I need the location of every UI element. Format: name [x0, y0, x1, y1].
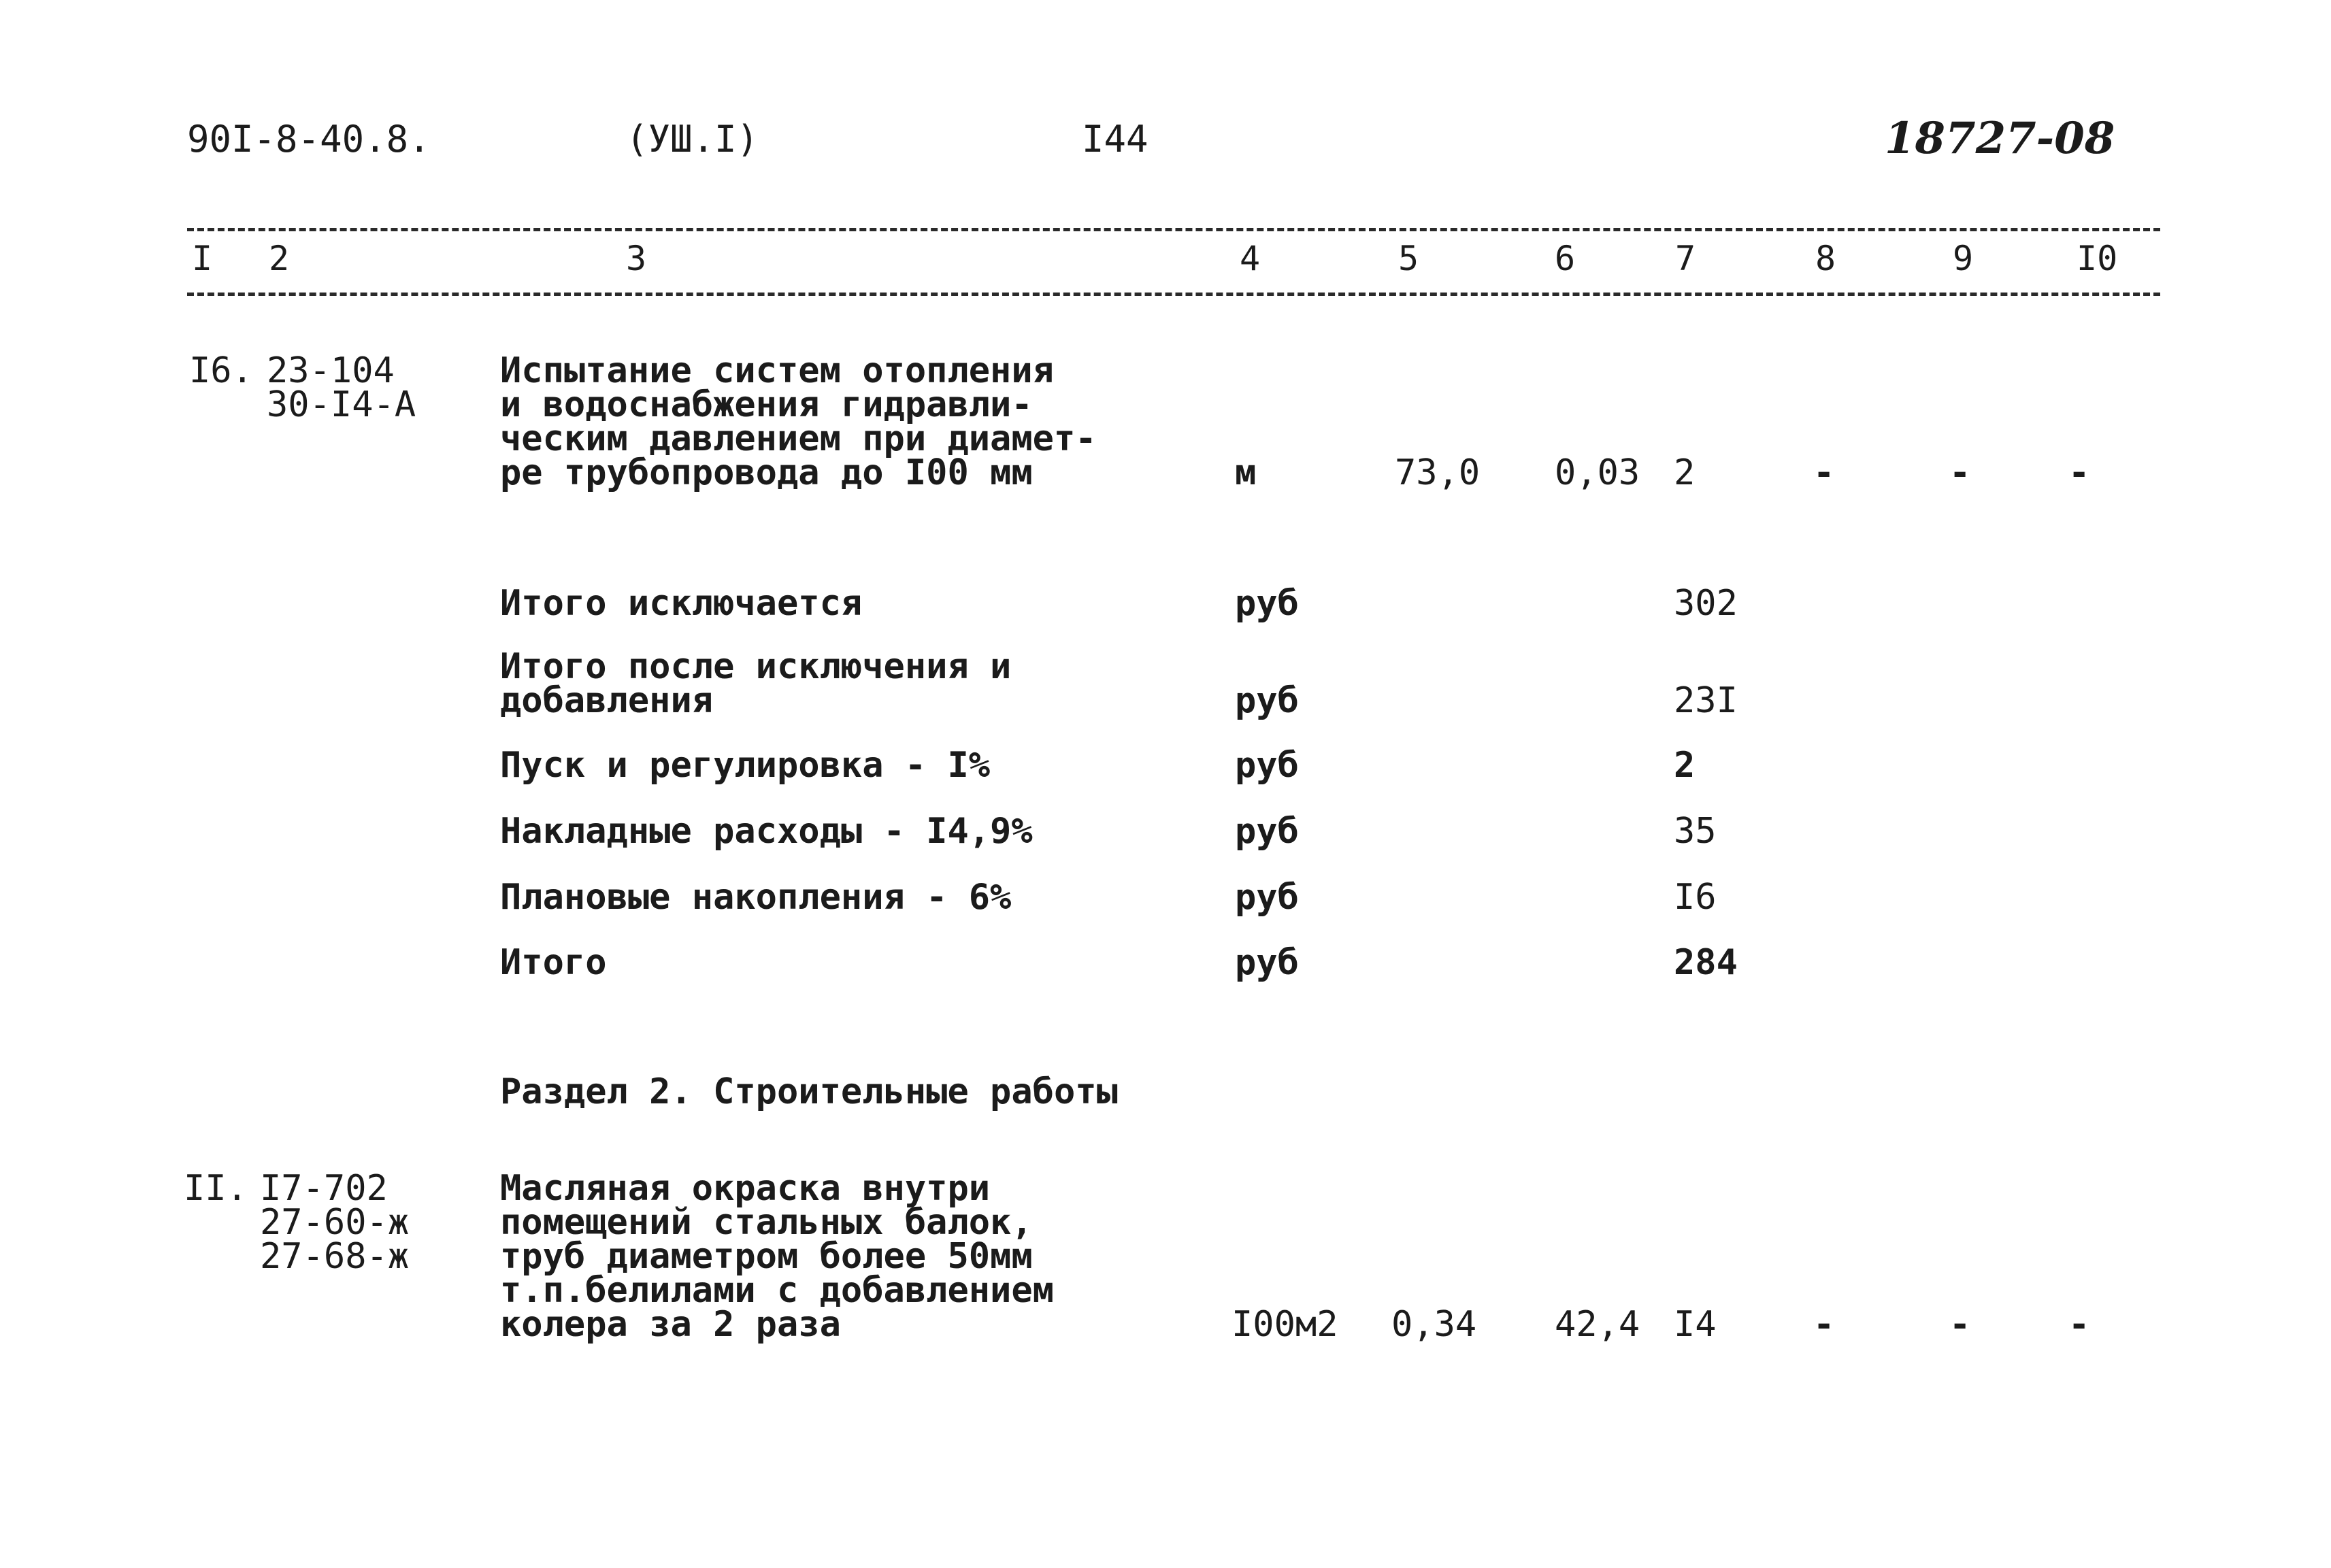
total-label-line: добавления: [500, 680, 714, 721]
col10-cell: -: [2068, 1304, 2090, 1345]
rate-codes: [267, 350, 416, 425]
total-cost-cell: 2: [1674, 452, 1696, 493]
column-header-2: 2: [269, 239, 290, 278]
total-label-after-exclusion: [500, 646, 1012, 721]
quantity-cell: 73,0: [1395, 452, 1481, 493]
total-value: 23I: [1674, 680, 1738, 721]
total-label-planned-savings: Плановые накопления - 6%: [500, 877, 1012, 918]
total-unit: руб: [1235, 942, 1299, 983]
total-value: 2: [1674, 745, 1696, 786]
column-header-5: 5: [1398, 239, 1419, 278]
rate-code: 27-60-ж: [260, 1202, 410, 1243]
description-line: и водоснабжения гидравли-: [500, 384, 1033, 425]
column-header-9: 9: [1953, 239, 1974, 278]
total-unit: руб: [1235, 745, 1299, 786]
description-line: ре трубопровода до I00 мм: [500, 452, 1033, 493]
rate-codes: [260, 1168, 410, 1277]
inventory-number: 18727-08: [1885, 113, 2115, 164]
column-header-6: 6: [1555, 239, 1576, 278]
rate-code: 27-68-ж: [260, 1236, 410, 1277]
column-header-1: I: [192, 239, 213, 278]
total-label-startup: Пуск и регулировка - I%: [500, 745, 991, 786]
total-label-overhead: Накладные расходы - I4,9%: [500, 811, 1033, 852]
column-header-8: 8: [1815, 239, 1836, 278]
total-value: I6: [1674, 877, 1717, 918]
page-number: I44: [1082, 118, 1148, 161]
section-reference: (УШ.I): [626, 118, 759, 161]
header-top-rule: [187, 228, 2160, 231]
item-number: I6.: [189, 350, 253, 391]
description-line: труб диаметром более 50мм: [500, 1236, 1033, 1277]
section-title: Раздел 2. Строительные работы: [500, 1071, 1118, 1112]
total-value: 284: [1674, 942, 1738, 983]
col8-cell: -: [1813, 1304, 1835, 1345]
description-line: Испытание систем отопления: [500, 350, 1054, 391]
total-label-grand: Итого: [500, 942, 607, 983]
col8-cell: -: [1813, 452, 1835, 493]
item-number: II.: [184, 1168, 248, 1209]
document-code: 90I-8-40.8.: [187, 118, 431, 161]
total-unit: руб: [1235, 583, 1299, 624]
unit-cell: I00м2: [1231, 1304, 1338, 1345]
quantity-cell: 0,34: [1391, 1304, 1477, 1345]
col9-cell: -: [1949, 452, 1971, 493]
total-label-line: Итого после исключения и: [500, 646, 1012, 687]
column-header-7: 7: [1675, 239, 1696, 278]
column-header-4: 4: [1240, 239, 1261, 278]
work-description: [500, 350, 1097, 493]
unit-cell: м: [1235, 452, 1257, 493]
column-header-3: 3: [626, 239, 647, 278]
total-label-excluded: Итого исключается: [500, 583, 863, 624]
unit-cost-cell: 42,4: [1555, 1304, 1640, 1345]
description-line: т.п.белилами с добавлением: [500, 1270, 1054, 1311]
rate-code: 30-I4-A: [267, 384, 416, 425]
total-value: 35: [1674, 811, 1717, 852]
rate-code: 23-104: [267, 350, 395, 391]
header-bottom-rule: [187, 293, 2160, 296]
total-unit: руб: [1235, 877, 1299, 918]
col10-cell: -: [2068, 452, 2090, 493]
col9-cell: -: [1949, 1304, 1971, 1345]
unit-cost-cell: 0,03: [1555, 452, 1640, 493]
total-unit: руб: [1235, 680, 1299, 721]
total-value: 302: [1674, 583, 1738, 624]
description-line: ческим давлением при диамет-: [500, 418, 1097, 459]
description-line: колера за 2 раза: [500, 1304, 841, 1345]
total-unit: руб: [1235, 811, 1299, 852]
column-header-10: I0: [2077, 239, 2118, 278]
description-line: Масляная окраска внутри: [500, 1168, 991, 1209]
total-cost-cell: I4: [1674, 1304, 1717, 1345]
description-line: помещений стальных балок,: [500, 1202, 1033, 1243]
rate-code: I7-702: [260, 1168, 388, 1209]
work-description: [500, 1168, 1054, 1345]
